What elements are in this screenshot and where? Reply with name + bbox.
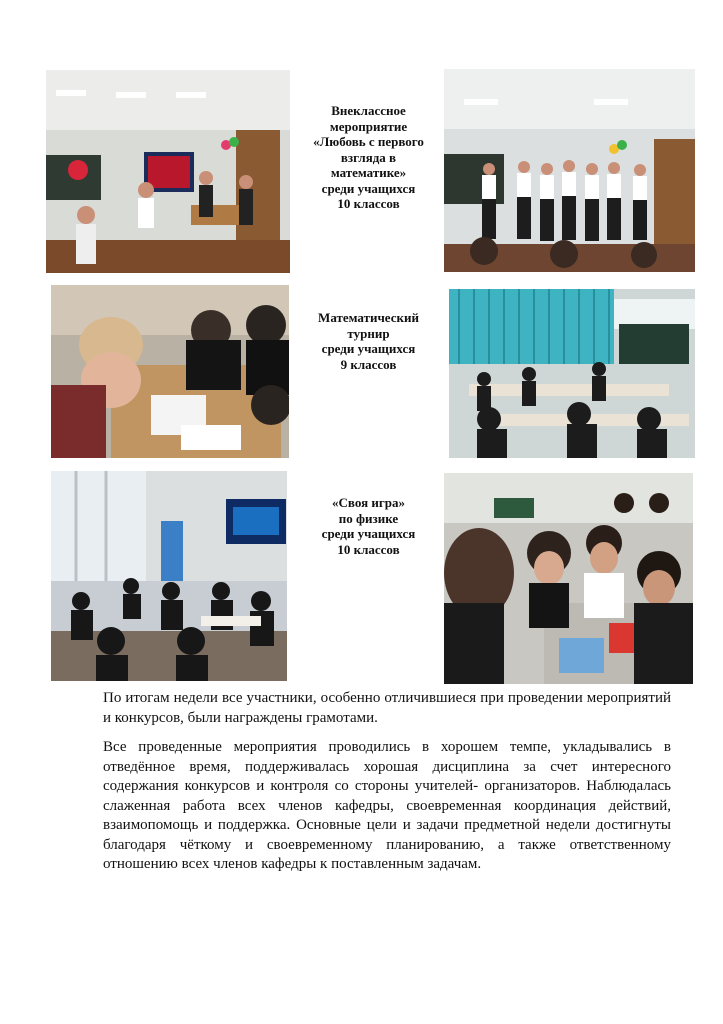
caption-line: «Любовь с первого — [313, 134, 424, 149]
caption-line: среди учащихся — [321, 180, 416, 196]
caption-math-tournament — [296, 310, 441, 372]
photo-students-working — [51, 285, 289, 458]
caption-line: взгляда в — [340, 149, 397, 165]
caption-line: 9 классов — [340, 356, 397, 372]
awards-paragraph: По итогам недели все участники, особенно отличившиеся при проведении мероприятий и конкурсов, были награждены грамотами. — [103, 690, 671, 726]
photo-classroom-tournament — [449, 289, 695, 458]
photo-classroom-event — [46, 70, 290, 273]
caption-own-game-physics — [296, 495, 441, 557]
caption-line: 10 классов — [337, 541, 400, 557]
caption-line: среди учащихся — [321, 526, 416, 541]
caption-line: 10 классов — [337, 196, 400, 211]
caption-line: математике» — [330, 165, 407, 180]
caption-line: среди учащихся — [321, 341, 416, 356]
summary-paragraph: Все проведенные мероприятия проводились в хорошем темпе, укладывались в отведённое время, поддерживалась хорошая дисциплина за счет интересного содержания конкурсов и контроля со стороны учителей- организаторов. Наблюдалась слаженная работа всех членов кафедры, своевременная координация действий, взаимопомощь и поддержка. Основные цели и задачи предметной недели достигнуты благодаря чёткому и своевременному планированию, а также ответственному отношению всех членов кафедры к поставленным задачам. — [103, 739, 671, 872]
photo-students-performing — [444, 69, 695, 272]
photo-students-at-desk — [444, 473, 693, 684]
caption-line: «Своя игра» — [332, 495, 405, 510]
caption-line: мероприятие — [329, 118, 408, 134]
caption-line: турнир — [347, 325, 390, 341]
caption-line: по физике — [338, 510, 399, 526]
caption-line: Внеклассное — [331, 103, 406, 118]
photo-quiz-game-classroom — [51, 471, 287, 681]
caption-line: Математический — [318, 310, 419, 325]
caption-love-at-first-sight — [296, 103, 441, 212]
